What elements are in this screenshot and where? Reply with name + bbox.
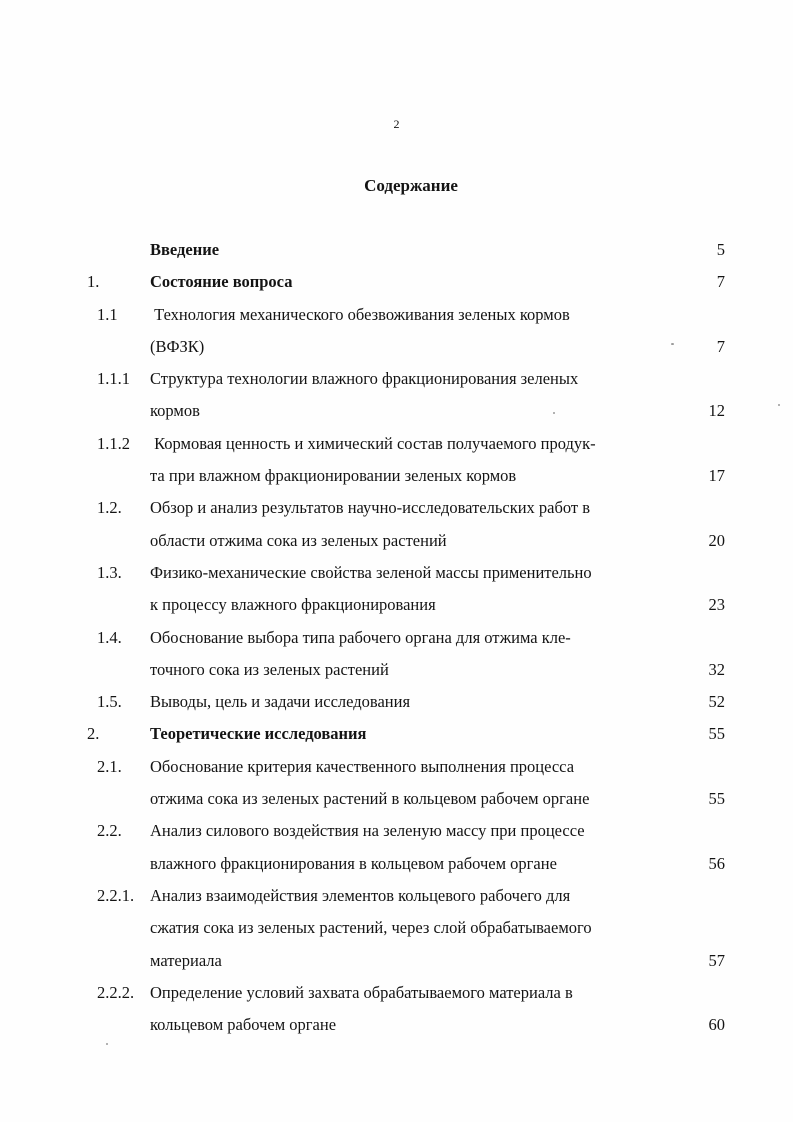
toc-entry-number: 2.2. — [97, 821, 122, 841]
toc-line — [0, 815, 793, 847]
toc-entry — [0, 266, 793, 298]
toc-entry-text: Кормовая ценность и химический состав получаемого продук- — [150, 433, 596, 453]
toc-entry-text: Анализ силового воздействия на зеленую массу при процессе — [150, 821, 585, 841]
toc-entry-text: области отжима сока из зеленых растений — [150, 530, 447, 550]
toc-entry-page: 55 — [708, 789, 725, 809]
toc-line — [0, 751, 793, 783]
toc-entry-text: отжима сока из зеленых растений в кольцевом рабочем органе — [150, 789, 590, 809]
toc-line — [0, 912, 793, 944]
page-number: 2 — [393, 117, 400, 131]
toc-entry-text: Физико-механические свойства зеленой массы применительно — [150, 562, 592, 582]
toc-entry-number: 1.1.1 — [97, 369, 130, 389]
toc-entry-number: 2.2.1. — [97, 885, 135, 905]
toc-entry-page: 52 — [708, 692, 725, 712]
toc-line — [0, 783, 793, 815]
toc-entry-number: 1.2. — [97, 498, 122, 518]
toc-entry-text: Введение — [150, 240, 220, 259]
toc-line — [0, 266, 793, 298]
toc-entry-text: к процессу влажного фракционирования — [150, 595, 436, 615]
toc-entry-text: материала — [150, 950, 222, 970]
toc-entry-number: 2.1. — [97, 756, 122, 776]
toc-entry — [0, 815, 793, 880]
toc-entry-number: 1.1 — [97, 304, 118, 324]
toc-entry-text: Выводы, цель и задачи исследования — [150, 692, 411, 712]
toc-entry — [0, 977, 793, 1042]
scan-speck — [671, 343, 674, 345]
toc-entry — [0, 492, 793, 557]
toc-line — [0, 686, 793, 718]
toc-entry-number: 1.1.2 — [97, 433, 130, 453]
toc-entry-text: точного сока из зеленых растений — [150, 659, 389, 679]
toc-entry-text: Теоретические исследования — [150, 724, 367, 744]
toc-line — [0, 395, 793, 427]
toc-entry — [0, 299, 793, 364]
toc-entry-number: 2. — [87, 724, 100, 744]
toc-line — [0, 460, 793, 492]
toc-entry-number: 1.5. — [97, 692, 122, 712]
toc-entry-text: Анализ взаимодействия элементов кольцевого рабочего для — [150, 885, 571, 905]
toc-entry — [0, 686, 793, 718]
toc-entry-page: 60 — [708, 1015, 725, 1035]
toc-line — [0, 880, 793, 912]
toc-entry-page: 12 — [708, 401, 725, 421]
toc-entry-text: Технология механического обезвоживания зеленых кормов — [150, 304, 570, 324]
toc-line — [0, 622, 793, 654]
toc-line — [0, 525, 793, 557]
toc-entry-page: 5 — [716, 240, 725, 259]
toc-line — [0, 848, 793, 880]
toc-line — [0, 492, 793, 524]
toc-entry — [0, 622, 793, 687]
toc-entry-page: 23 — [708, 595, 725, 615]
toc-entry-text: Обоснование критерия качественного выполнения процесса — [150, 756, 575, 776]
toc-line — [0, 428, 793, 460]
toc-entry — [0, 428, 793, 493]
toc-entry — [0, 234, 793, 266]
toc-title: Содержание — [364, 176, 458, 195]
toc-entry-text: (ВФЗК) — [150, 336, 205, 356]
toc-line — [0, 945, 793, 977]
toc-entry-page: 57 — [708, 950, 725, 970]
toc-line — [0, 299, 793, 331]
toc-entry-number: 1.4. — [97, 627, 122, 647]
toc-entry-number: 1. — [87, 272, 100, 292]
toc-entry — [0, 557, 793, 622]
toc-entry-text: та при влажном фракционировании зеленых кормов — [150, 466, 517, 486]
toc-line — [0, 977, 793, 1009]
table-of-contents — [0, 234, 793, 1041]
toc-entry-page: 7 — [716, 272, 725, 292]
toc-line — [0, 234, 793, 266]
toc-entry-page: 56 — [708, 853, 725, 873]
toc-entry-text: Обоснование выбора типа рабочего органа для отжима кле- — [150, 627, 571, 647]
toc-entry-text: Определение условий захвата обрабатываемого материала в — [150, 982, 573, 1002]
toc-line — [0, 557, 793, 589]
toc-line — [0, 363, 793, 395]
toc-entry-text: кормов — [150, 401, 200, 421]
toc-entry — [0, 363, 793, 428]
toc-line — [0, 589, 793, 621]
toc-entry-text: кольцевом рабочем органе — [150, 1015, 337, 1035]
toc-entry-text: сжатия сока из зеленых растений, через слой обрабатываемого — [150, 918, 592, 938]
toc-entry-text: влажного фракционирования в кольцевом рабочем органе — [150, 853, 557, 873]
toc-entry — [0, 880, 793, 977]
scan-speck — [106, 1043, 108, 1045]
toc-entry-page: 7 — [716, 336, 725, 356]
toc-entry-page: 32 — [708, 659, 725, 679]
toc-line — [0, 718, 793, 750]
toc-entry-text: Обзор и анализ результатов научно-исследовательских работ в — [150, 498, 591, 518]
toc-entry-number: 1.3. — [97, 562, 122, 582]
scan-speck — [553, 412, 555, 414]
toc-entry-text: Состояние вопроса — [150, 272, 293, 292]
toc-entry-page: 17 — [708, 466, 725, 486]
toc-entry-page: 55 — [708, 724, 725, 744]
toc-line — [0, 331, 793, 363]
toc-entry — [0, 751, 793, 816]
scan-speck — [778, 404, 780, 406]
toc-entry-text: Структура технологии влажного фракционирования зеленых — [150, 369, 579, 389]
toc-entry — [0, 718, 793, 750]
toc-line — [0, 654, 793, 686]
toc-entry-number: 2.2.2. — [97, 982, 135, 1002]
toc-line — [0, 1009, 793, 1041]
toc-entry-page: 20 — [708, 530, 725, 550]
